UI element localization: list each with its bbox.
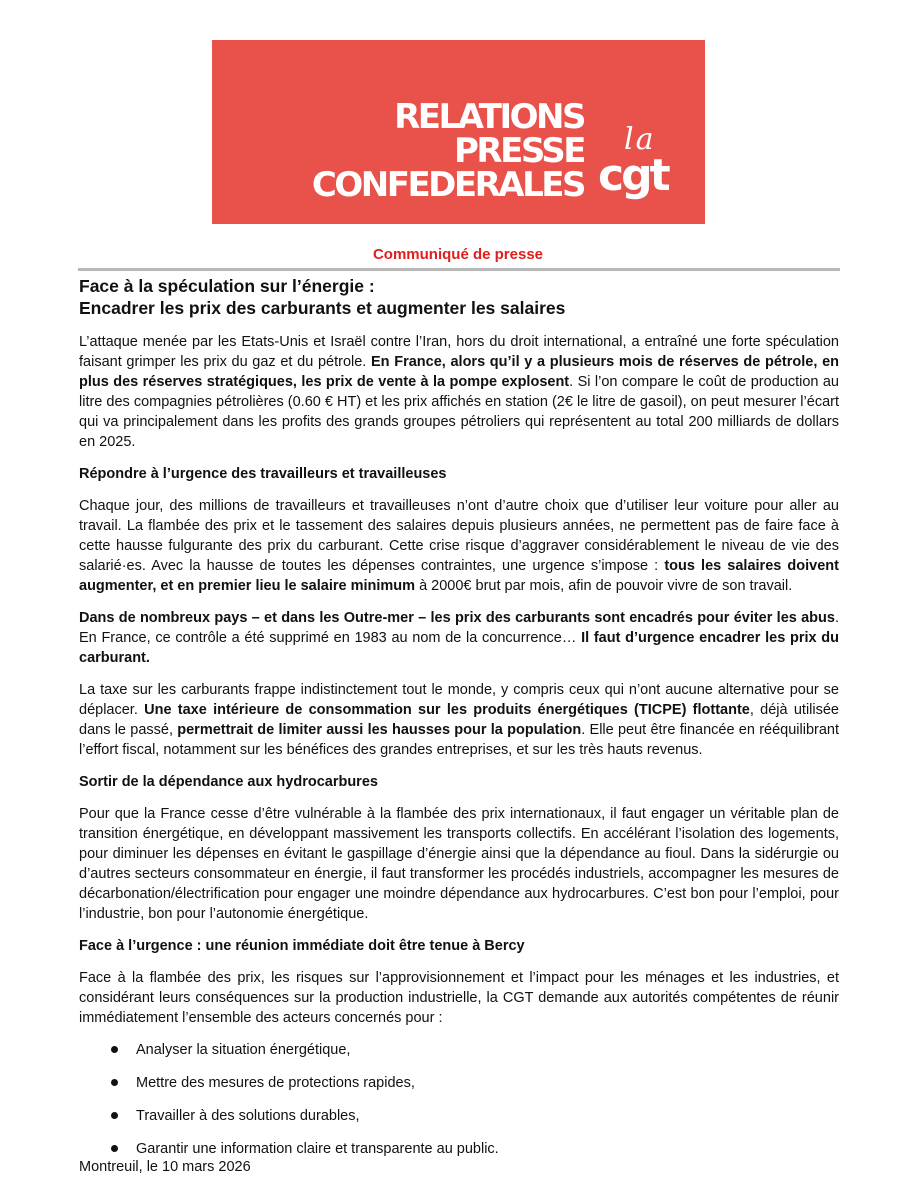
text: . En France, ce contrôle a été supprimé en 1983 au nom de la concurrence… [79,610,839,646]
section-heading-hydrocarbons: Sortir de la dépendance aux hydrocarbures [79,774,378,790]
paragraph-wages [79,496,839,596]
bold-text: Dans de nombreux pays – et dans les Outre-mer – les prix des carburants sont encadrés pour éviter les abus [79,610,835,626]
section-heading-workers: Répondre à l’urgence des travailleurs et travailleuses [79,466,447,482]
banner-line-2: PRESSE [454,131,584,171]
list-item-text: Travailler à des solutions durables, [136,1108,360,1124]
bullet-icon [111,1145,118,1152]
list-item [79,1040,839,1073]
list-item-text: Garantir une information claire et transparente au public. [136,1141,499,1157]
bold-text: En France, alors qu’il y a plusieurs mois de réserves de pétrole, en plus des réserves stratégiques, les prix de vente à la pompe explosent [79,354,839,390]
article-body [79,332,839,1172]
title-divider [78,268,840,271]
title-line-1: Face à la spéculation sur l’énergie : [79,276,375,296]
logo-cgt-text: cgt [598,150,668,201]
list-item-text: Analyser la situation énergétique, [136,1042,351,1058]
bold-text: permettrait de limiter aussi les hausses pour la population [177,722,582,738]
text: , déjà utilisée dans le passé, [79,702,839,738]
text: . Elle peut être financée en rééquilibrant l’effort fiscal, notamment sur les bénéfices des grandes entreprises, et sur les très hauts revenus. [79,722,839,758]
title-line-2: Encadrer les prix des carburants et augmenter les salaires [79,298,566,318]
press-release-label: Communiqué de presse [372,246,544,263]
logo-la-text: la [624,122,656,157]
paragraph-transition: Pour que la France cesse d’être vulnérable à la flambée des prix internationaux, il faut engager un véritable plan de transition énergétique, en développant massivement les transports collectifs. En accélérant l’isolation des logements, pour diminuer les dépenses en évitant le gaspillage d’énergie ainsi que la dépendance au fioul. Dans la sidérurgie ou d’autres secteurs consommateur en énergie, il faut transformer les procédés industriels, accompagner les mesures de décarbonation/électrification pour engager une moindre dépendance aux hydrocarbures. C’est bon pour l’emploi, pour l’industrie, bon pour l’autonomie énergétique. [79,806,839,922]
bullet-icon [111,1112,118,1119]
demands-list [79,1040,839,1172]
text: Chaque jour, des millions de travailleurs et travailleuses n’ont d’autre choix que d’utiliser leur voiture pour aller au travail. La flambée des prix et le tassement des salaires depuis plusieurs années, ne permettent pas de faire face à cette hausse fulgurante des prix du carburant. Cette crise risque d’aggraver considérablement le niveau de vie des salarié·es. Avec la hausse de toutes les dépenses contraintes, une urgence s’impose : [79,498,839,574]
bullet-icon [111,1079,118,1086]
bold-text: Il faut d’urgence encadrer les prix du carburant. [79,630,839,666]
bold-text: Une taxe intérieure de consommation sur les produits énergétiques (TICPE) flottante [144,702,750,718]
cgt-logo [598,122,682,204]
list-item-text: Mettre des mesures de protections rapides, [136,1075,415,1091]
signature-date: Montreuil, le 10 mars 2026 [79,1159,251,1175]
banner-title [294,97,584,205]
paragraph-tax [79,680,839,760]
bold-text: tous les salaires doivent augmenter, et en premier lieu le salaire minimum [79,558,839,594]
text: . Si l’on compare le coût de production au litre des compagnies pétrolières (0.60 € HT) et les prix affichés en station (2€ le litre de gasoil), on peut mesurer l’écart qui va principalement dans les profits des grands groupes pétroliers qui représentent au total 200 milliards de dollars en 2025. [79,374,839,450]
paragraph-intro [79,332,839,452]
paragraph-demand: Face à la flambée des prix, les risques sur l’approvisionnement et l’impact pour les ménages et les industries, et considérant leurs conséquences sur la production industrielle, la CGT demande aux autorités compétentes de réunir immédiatement l’ensemble des acteurs concernés pour : [79,970,839,1026]
text: à 2000€ brut par mois, afin de pouvoir vivre de son travail. [415,578,793,594]
bullet-icon [111,1046,118,1053]
section-heading-bercy: Face à l’urgence : une réunion immédiate doit être tenue à Bercy [79,938,525,954]
paragraph-price-control [79,608,839,668]
press-relations-banner [212,40,705,224]
banner-line-3: CONFEDERALES [311,165,584,205]
text: La taxe sur les carburants frappe indistinctement tout le monde, y compris ceux qui n’ont aucune alternative pour se déplacer. [79,682,839,718]
text: L’attaque menée par les Etats-Unis et Israël contre l’Iran, hors du droit international, a entraîné une forte spéculation faisant grimper les prix du gaz et du pétrole. [79,334,839,370]
list-item [79,1073,839,1106]
page-title [79,275,839,319]
banner-line-1: RELATIONS [394,97,584,137]
list-item [79,1106,839,1139]
